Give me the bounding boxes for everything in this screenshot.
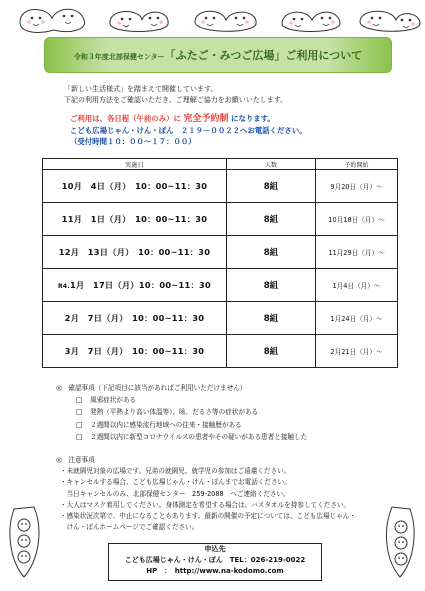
header-reserve: 予約開始 [316, 159, 398, 170]
notice-emphasis: 完全予約制 [183, 114, 229, 124]
bean-characters-illustration [0, 2, 425, 36]
peapod-left-illustration [4, 501, 52, 581]
date-text: 10月 4日（月） 10：00~11：30 [61, 180, 208, 191]
table-header-row [43, 159, 398, 170]
row-date [43, 269, 227, 302]
era-prefix: R4. [57, 282, 70, 290]
row-groups: 8組 [227, 269, 316, 302]
row-groups: 8組 [227, 203, 316, 236]
title-prefix: 令和３年度北部保健センター [73, 53, 165, 61]
table-row [43, 236, 398, 269]
caution-line: 当日キャンセルのみ、北部保健センター 259-2088 へご連絡ください。 [60, 489, 290, 498]
table-row [43, 269, 398, 302]
schedule-table [42, 158, 398, 368]
row-date [43, 302, 227, 335]
row-date [43, 203, 227, 236]
list-item: □ 風邪症状がある [76, 394, 307, 406]
notice-line [70, 113, 307, 125]
date-text: 1月 17日（月）10：00~11：30 [69, 279, 211, 290]
peapod-right-illustration [374, 501, 422, 581]
caution-line: ・キャンセルする場合、こども広場じゃん・けん・ぽんまでお電話ください。 [60, 478, 291, 487]
table-row [43, 170, 398, 203]
row-groups: 8組 [227, 236, 316, 269]
caution-line: ・感染状況次第で、中止になることもあります。最新の開催の予定については、こども広場じゃん・ [60, 512, 356, 521]
row-date [43, 335, 227, 368]
row-reserve: 9月20日（月）～ [316, 170, 398, 203]
contact-box [108, 543, 322, 581]
intro-line: 下記の利用方法をご確認いただき、ご理解ご協力をお願いいたします。 [64, 96, 288, 104]
contact-phone: こども広場じゃん・けん・ぽん TEL：026-219-0022 [124, 556, 306, 564]
intro-line: 「新しい生活様式」を踏まえて開催しています。 [64, 85, 218, 93]
list-item: □ ２週間以内に感染流行地域への往来・接触歴がある [76, 419, 307, 431]
title-main: 「ふたご・みつご広場」ご利用について [164, 49, 363, 62]
caution-line: ・大人はマスク着用してください。身体測定を希望する場合は、バスタオルを持参してください。 [60, 500, 351, 509]
date-text: 12月 13日（月） 10：00~11：30 [58, 246, 211, 257]
confirmation-section [56, 382, 307, 443]
row-reserve: 1月4日（月）～ [316, 269, 398, 302]
list-item: □ ２週間以内に新型コロナウイルスの患者やその疑いがある患者と接触した [76, 431, 307, 443]
title-banner [44, 37, 392, 73]
row-groups: 8組 [227, 302, 316, 335]
contact-title: 申込先 [204, 545, 226, 553]
row-date [43, 236, 227, 269]
page-title [45, 47, 391, 63]
notice-phone: こども広場じゃん・けん・ぽん ２１９－００２２へお電話ください。 [70, 126, 307, 135]
notice-lead: ご利用は、各日程（午前のみ）に [70, 114, 181, 123]
table-row [43, 203, 398, 236]
row-reserve: 11月29日（月）～ [316, 236, 398, 269]
contact-website: HP ： http://www.na-kodomo.com [146, 567, 284, 575]
confirmation-heading: ◎ 確認事項（下記項目に該当があればご利用いただけません） [56, 384, 247, 392]
date-text: 11月 1日（月） 10：00~11：30 [61, 213, 208, 224]
row-reserve: 10月18日（月）～ [316, 203, 398, 236]
notice-hours: （受付時間１０：００～１７：００） [70, 137, 196, 146]
date-text: 2月 7日（月） 10：00~11：30 [64, 312, 205, 323]
intro-text [64, 84, 287, 106]
row-reserve: 2月21日（月）～ [316, 335, 398, 368]
date-text: 3月 7日（月） 10：00~11：30 [64, 345, 205, 356]
caution-section [56, 455, 416, 533]
header-date: 実施日 [43, 159, 227, 170]
caution-line: けん・ぽんホームページでご確認ください。 [60, 523, 199, 532]
caution-heading: ◎ 注意事項 [56, 456, 95, 464]
caution-line: ・未就園児対象の広場です。兄弟の就園児、就学児の参加はご遠慮ください。 [60, 467, 291, 476]
notice-tail: になります。 [231, 114, 275, 123]
table-row [43, 335, 398, 368]
row-date [43, 170, 227, 203]
row-groups: 8組 [227, 335, 316, 368]
confirmation-list [56, 394, 307, 443]
row-groups: 8組 [227, 170, 316, 203]
list-item: □ 発熱（平熱より高い体温等）、咳、だるさ等の症状がある [76, 406, 307, 418]
reservation-notice [70, 113, 307, 147]
header-groups: 人数 [227, 159, 316, 170]
table-row [43, 302, 398, 335]
row-reserve: 1月24日（月）～ [316, 302, 398, 335]
